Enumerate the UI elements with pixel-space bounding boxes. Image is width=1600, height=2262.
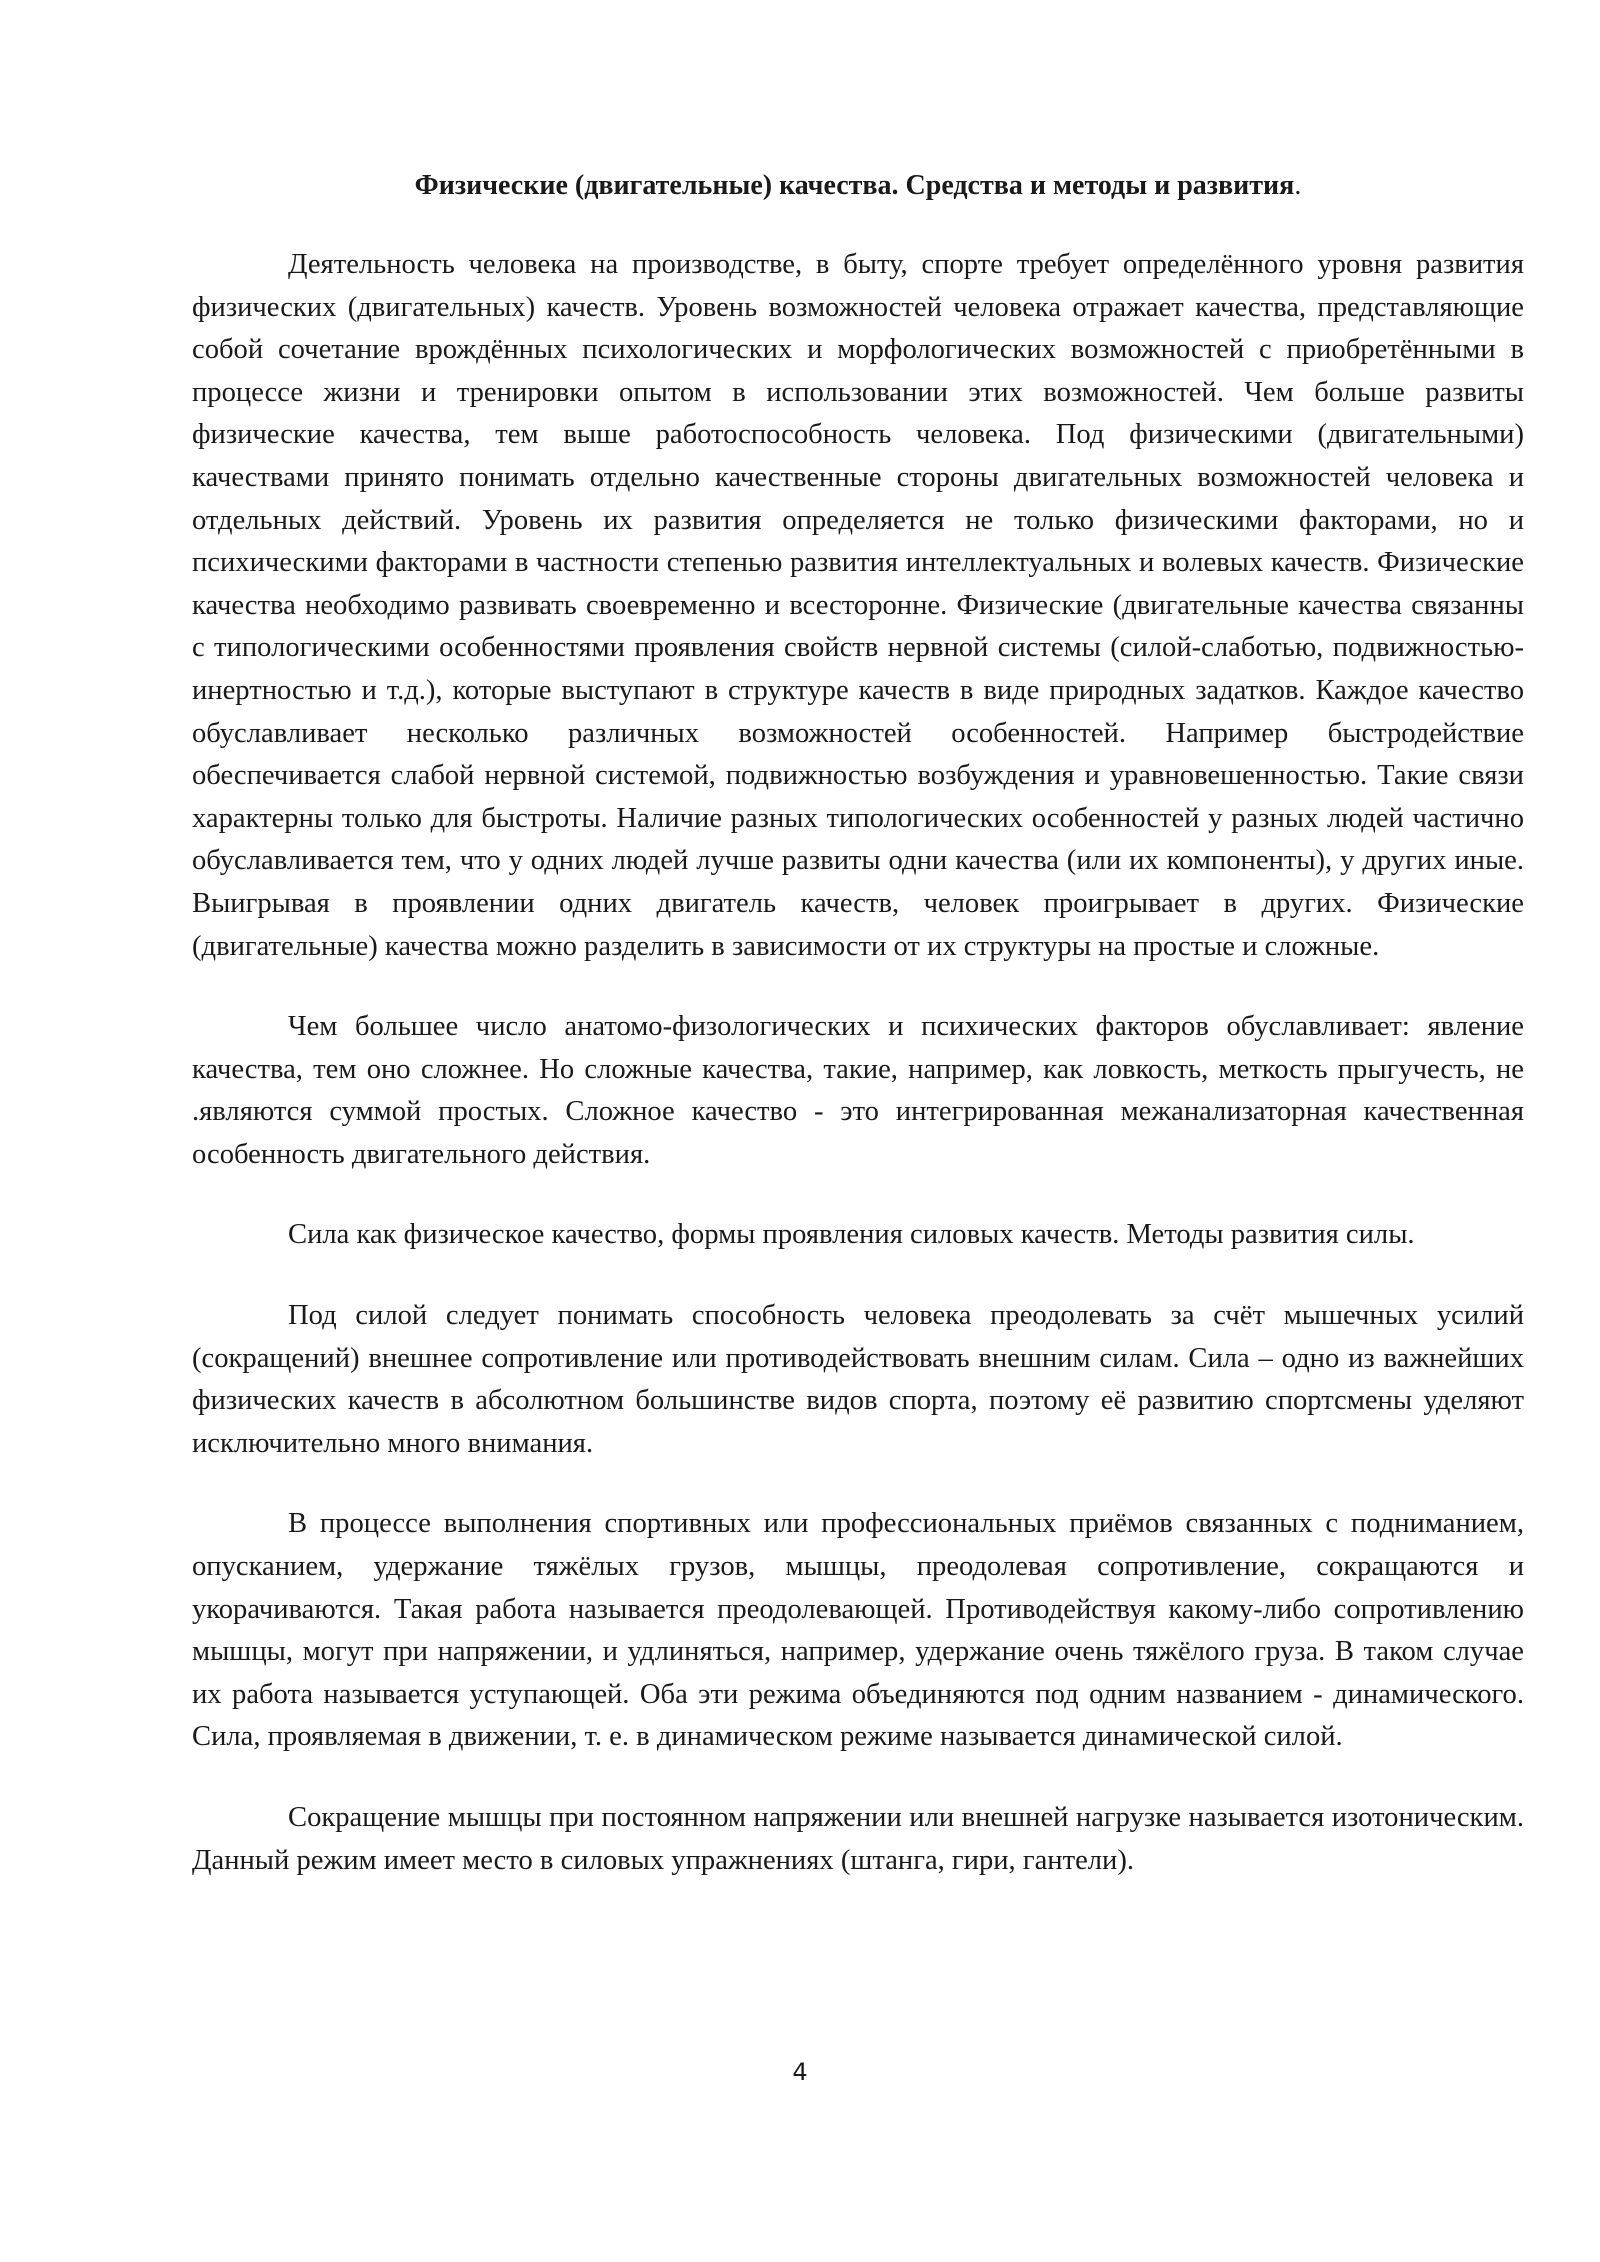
page-title xyxy=(192,166,1524,206)
paragraph-dynamic-mode: В процессе выполнения спортивных или профессиональных приёмов связанных с подниманием, опусканием, удержание тяжёлых грузов, мышцы, преодолевая сопротивление, сокращаются и укорачиваются. Такая работа называется преодолевающей. Противодействуя какому-либо сопротивлению мышцы, могут при напряжении, и удлиняться, например, удержание очень тяжёлого груза. В таком случае их работа называется уступающей. Оба эти режима объединяются под одним названием - динамического. Сила, проявляемая в движении, т. е. в динамическом режиме называется динамической силой. xyxy=(192,1508,1524,1753)
paragraph-strength-definition: Под силой следует понимать способность человека преодолевать за счёт мышечных усилий (сокращений) внешнее сопротивление или противодействовать внешним силам. Сила – одно из важнейших физических качеств в абсолютном большинстве видов спорта, поэтому её развитию спортсмены уделяют исключительно много внимания. xyxy=(192,1300,1524,1459)
title-text: Физические (двигательные) качества. Средства и методы и развития xyxy=(414,170,1295,201)
page-number: 4 xyxy=(792,2058,808,2086)
paragraph-complex-qualities: Чем большее число анатомо-физологических и психических факторов обуславливает: явление качества, тем оно сложнее. Но сложные качества, такие, например, как ловкость, меткость прыгучесть, не .являются суммой простых. Сложное качество - это интегрированная межанализаторная качественная особенность двигательного действия. xyxy=(192,1011,1524,1170)
title-trailing-period: . xyxy=(1294,170,1302,201)
paragraph-isotonic: Сокращение мышцы при постоянном напряжении или внешней нагрузке называется изотоническим. Данный режим имеет место в силовых упражнениях (штанга, гири, гантели). xyxy=(192,1802,1524,1876)
paragraph-intro: Деятельность человека на производстве, в быту, спорте требует определённого уровня развития физических (двигательных) качеств. Уровень возможностей человека отражает качества, представляющие собой сочетание врождённых психологических и морфологических возможностей с приобретёнными в процессе жизни и тренировки опытом в использовании этих возможностей. Чем больше развиты физические качества, тем выше работоспособность человека. Под физическими (двигательными) качествами принято понимать отдельно качественные стороны двигательных возможностей человека и отдельных действий. Уровень их развития определяется не только физическими факторами, но и психическими факторами в частности степенью развития интеллектуальных и волевых качеств. Физические качества необходимо развивать своевременно и всесторонне. Физические (двигательные качества связанны с типологическими особенностями проявления свойств нервной системы (силой-слаботью, подвижностью-инертностью и т.д.), которые выступают в структуре качеств в виде природных задатков. Каждое качество обуславливает несколько различных возможностей особенностей. Например быстродействие обеспечивается слабой нервной системой, подвижностью возбуждения и уравновешенностью. Такие связи характерны только для быстроты. Наличие разных типологических особенностей у разных людей частично обуславливается тем, что у одних людей лучше развиты одни качества (или их компоненты), у других иные. Выигрывая в проявлении одних двигатель качеств, человек проигрывает в других. Физические (двигательные) качества можно разделить в зависимости от их структуры на простые и сложные. xyxy=(192,249,1524,962)
page-content xyxy=(192,166,1524,1920)
section-heading-strength: Сила как физическое качество, формы проявления силовых качеств. Методы развития силы. xyxy=(288,1219,1415,1251)
